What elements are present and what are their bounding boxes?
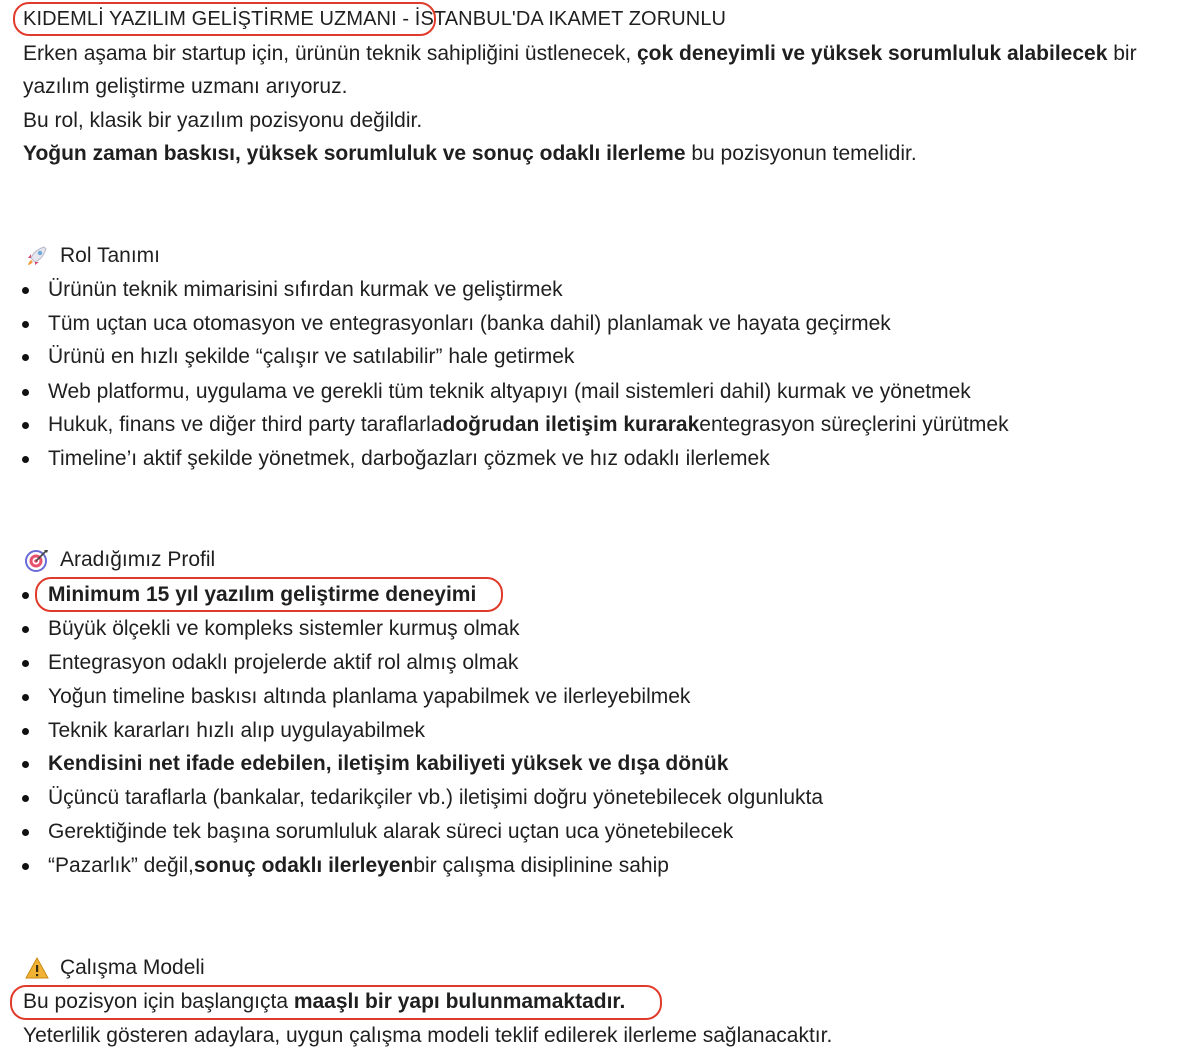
list-item-emphasis: Minimum 15 yıl yazılım geliştirme deneyimi <box>48 583 477 606</box>
list-item-text: Web platformu, uygulama ve gerekli tüm teknik altyapıyı (mail sistemleri dahil) kurmak ve yönetmek <box>48 380 971 403</box>
list-item <box>22 648 518 678</box>
list-item-text: bir çalışma disiplinine sahip <box>413 854 669 877</box>
list-item <box>22 817 733 847</box>
list-item-text: entegrasyon süreçlerini yürütmek <box>699 413 1009 436</box>
target-icon <box>24 547 50 573</box>
bullet-icon <box>22 761 29 768</box>
list-item <box>22 342 574 372</box>
job-location-requirement: - İSTANBUL'DA IKAMET ZORUNLU <box>396 8 727 30</box>
profile-heading-text: Aradığımız Profil <box>60 548 216 571</box>
intro-text: bir <box>1107 42 1137 65</box>
bullet-icon <box>22 694 29 701</box>
list-item-text: Teknik kararları hızlı alıp uygulayabilmek <box>48 719 425 742</box>
bullet-icon <box>22 422 29 429</box>
page-title <box>23 4 726 34</box>
list-item <box>22 580 476 610</box>
work-model-heading-text: Çalışma Modeli <box>60 956 205 979</box>
list-item-text: “Pazarlık” değil, <box>48 854 194 877</box>
work-model-section-heading <box>24 953 205 983</box>
profile-section-heading <box>24 545 215 575</box>
list-item-text: Timeline’ı aktif şekilde yönetmek, darboğazları çözmek ve hız odaklı ilerlemek <box>48 447 770 470</box>
list-item-emphasis: doğrudan iletişim kurarak <box>442 413 700 436</box>
work-model-line-1 <box>23 987 625 1017</box>
list-item-text: Ürünü en hızlı şekilde “çalışır ve satılabilir” hale getirmek <box>48 345 575 368</box>
bullet-icon <box>22 389 29 396</box>
intro-line-1 <box>23 39 1137 69</box>
intro-emphasis: çok deneyimli ve yüksek sorumluluk alabilecek <box>636 42 1108 65</box>
list-item-text: Tüm uçtan uca otomasyon ve entegrasyonları (banka dahil) planlamak ve hayata geçirmek <box>48 312 891 335</box>
list-item-emphasis: Kendisini net ifade edebilen, iletişim kabiliyeti yüksek ve dışa dönük <box>48 752 729 775</box>
bullet-icon <box>22 863 29 870</box>
list-item <box>22 444 770 474</box>
job-title: KIDEMLİ YAZILIM GELİŞTİRME UZMANI <box>23 8 397 30</box>
bullet-icon <box>22 321 29 328</box>
warning-icon <box>24 955 50 981</box>
bullet-icon <box>22 592 29 599</box>
rocket-icon <box>24 243 50 269</box>
list-item <box>22 377 971 407</box>
list-item <box>22 851 669 881</box>
bullet-icon <box>22 728 29 735</box>
intro-line-2: yazılım geliştirme uzmanı arıyoruz. <box>23 75 348 98</box>
list-item <box>22 614 519 644</box>
list-item <box>22 783 823 813</box>
bullet-icon <box>22 456 29 463</box>
work-model-emphasis: maaşlı bir yapı bulunmamaktadır. <box>293 990 626 1013</box>
intro-text: Erken aşama bir startup için, ürünün teknik sahipliğini üstlenecek, <box>23 42 637 65</box>
bullet-icon <box>22 626 29 633</box>
bullet-icon <box>22 354 29 361</box>
bullet-icon <box>22 287 29 294</box>
list-item-text: Entegrasyon odaklı projelerde aktif rol almış olmak <box>48 651 519 674</box>
list-item <box>22 309 891 339</box>
list-item <box>22 716 425 746</box>
intro-line-4 <box>23 139 917 169</box>
list-item-text: Gerektiğinde tek başına sorumluluk alarak süreci uçtan uca yönetebilecek <box>48 820 734 843</box>
work-model-line-2: Yeterlilik gösteren adaylara, uygun çalışma modeli teklif edilerek ilerleme sağlanacaktır. <box>23 1024 833 1047</box>
role-heading-text: Rol Tanımı <box>60 244 160 267</box>
list-item-text: Hukuk, finans ve diğer third party taraflarla <box>48 413 443 436</box>
work-model-text: Bu pozisyon için başlangıçta <box>23 990 294 1013</box>
intro-text: bu pozisyonun temelidir. <box>685 142 917 165</box>
bullet-icon <box>22 795 29 802</box>
list-item <box>22 275 563 305</box>
list-item <box>22 410 1009 440</box>
list-item <box>22 749 728 779</box>
list-item-text: Üçüncü taraflarla (bankalar, tedarikçiler vb.) iletişimi doğru yönetebilecek olgunlukta <box>48 786 824 809</box>
bullet-icon <box>22 660 29 667</box>
list-item-text: Ürünün teknik mimarisini sıfırdan kurmak ve geliştirmek <box>48 278 563 301</box>
intro-line-3: Bu rol, klasik bir yazılım pozisyonu değildir. <box>23 109 423 132</box>
list-item-emphasis: sonuç odaklı ilerleyen <box>193 854 414 877</box>
list-item <box>22 682 690 712</box>
list-item-text: Yoğun timeline baskısı altında planlama yapabilmek ve ilerleyebilmek <box>48 685 691 708</box>
bullet-icon <box>22 829 29 836</box>
list-item-text: Büyük ölçekli ve kompleks sistemler kurmuş olmak <box>48 617 520 640</box>
intro-emphasis: Yoğun zaman baskısı, yüksek sorumluluk ve sonuç odaklı ilerleme <box>23 142 686 165</box>
role-section-heading <box>24 241 160 271</box>
